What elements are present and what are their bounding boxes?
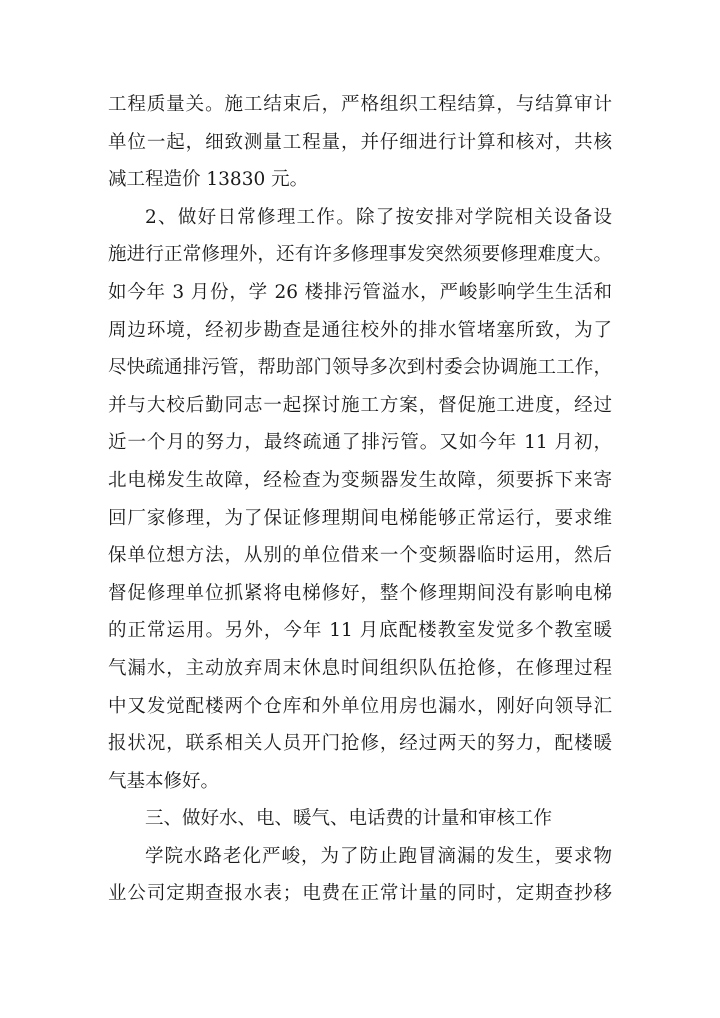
text-line: 周边环境，经初步勘查是通往校外的排水管堵塞所致，为了 [108,319,612,341]
text-line: 的正常运用。另外，今年 11 月底配楼教室发觉多个教室暖 [108,620,612,642]
text-line: 中又发觉配楼两个仓库和外单位用房也漏水，刚好向领导汇 [108,695,612,717]
text-line: 单位一起，细致测量工程量，并仔细进行计算和核对，共核 [108,131,612,153]
text-line: 业公司定期查报水表；电费在正常计量的同时，定期查抄移 [108,883,612,905]
body-text [108,86,612,913]
text-line: 三、做好水、电、暖气、电话费的计量和审核工作 [145,808,553,830]
text-line: 北电梯发生故障，经检查为变频器发生故障，须要拆下来寄 [108,469,612,491]
text-line: 督促修理单位抓紧将电梯修好，整个修理期间没有影响电梯 [108,582,612,604]
text-line: 回厂家修理，为了保证修理期间电梯能够正常运行，要求维 [108,507,612,529]
text-line: 近一个月的努力，最终疏通了排污管。又如今年 11 月初， [108,432,612,454]
text-line: 尽快疏通排污管，帮助部门领导多次到村委会协调施工工作， [108,357,612,379]
text-line: 并与大校后勤同志一起探讨施工方案，督促施工进度，经过 [108,394,612,416]
text-line: 保单位想方法，从别的单位借来一个变频器临时运用，然后 [108,545,612,567]
text-line: 气基本修好。 [108,770,220,792]
text-line: 如今年 3 月份，学 26 楼排污管溢水，严峻影响学生生活和 [108,281,612,303]
text-line: 施进行正常修理外，还有许多修理事发突然须要修理难度大。 [108,244,612,266]
text-line: 报状况，联系相关人员开门抢修，经过两天的努力，配楼暖 [108,733,612,755]
text-line: 减工程造价 13830 元。 [108,169,309,191]
text-line: 工程质量关。施工结束后，严格组织工程结算，与结算审计 [108,94,612,115]
text-line: 2、做好日常修理工作。除了按安排对学院相关设备设 [145,206,612,228]
text-line: 气漏水，主动放弃周末休息时间组织队伍抢修，在修理过程 [108,657,612,679]
text-line: 学院水路老化严峻，为了防止跑冒滴漏的发生，要求物 [145,845,612,867]
